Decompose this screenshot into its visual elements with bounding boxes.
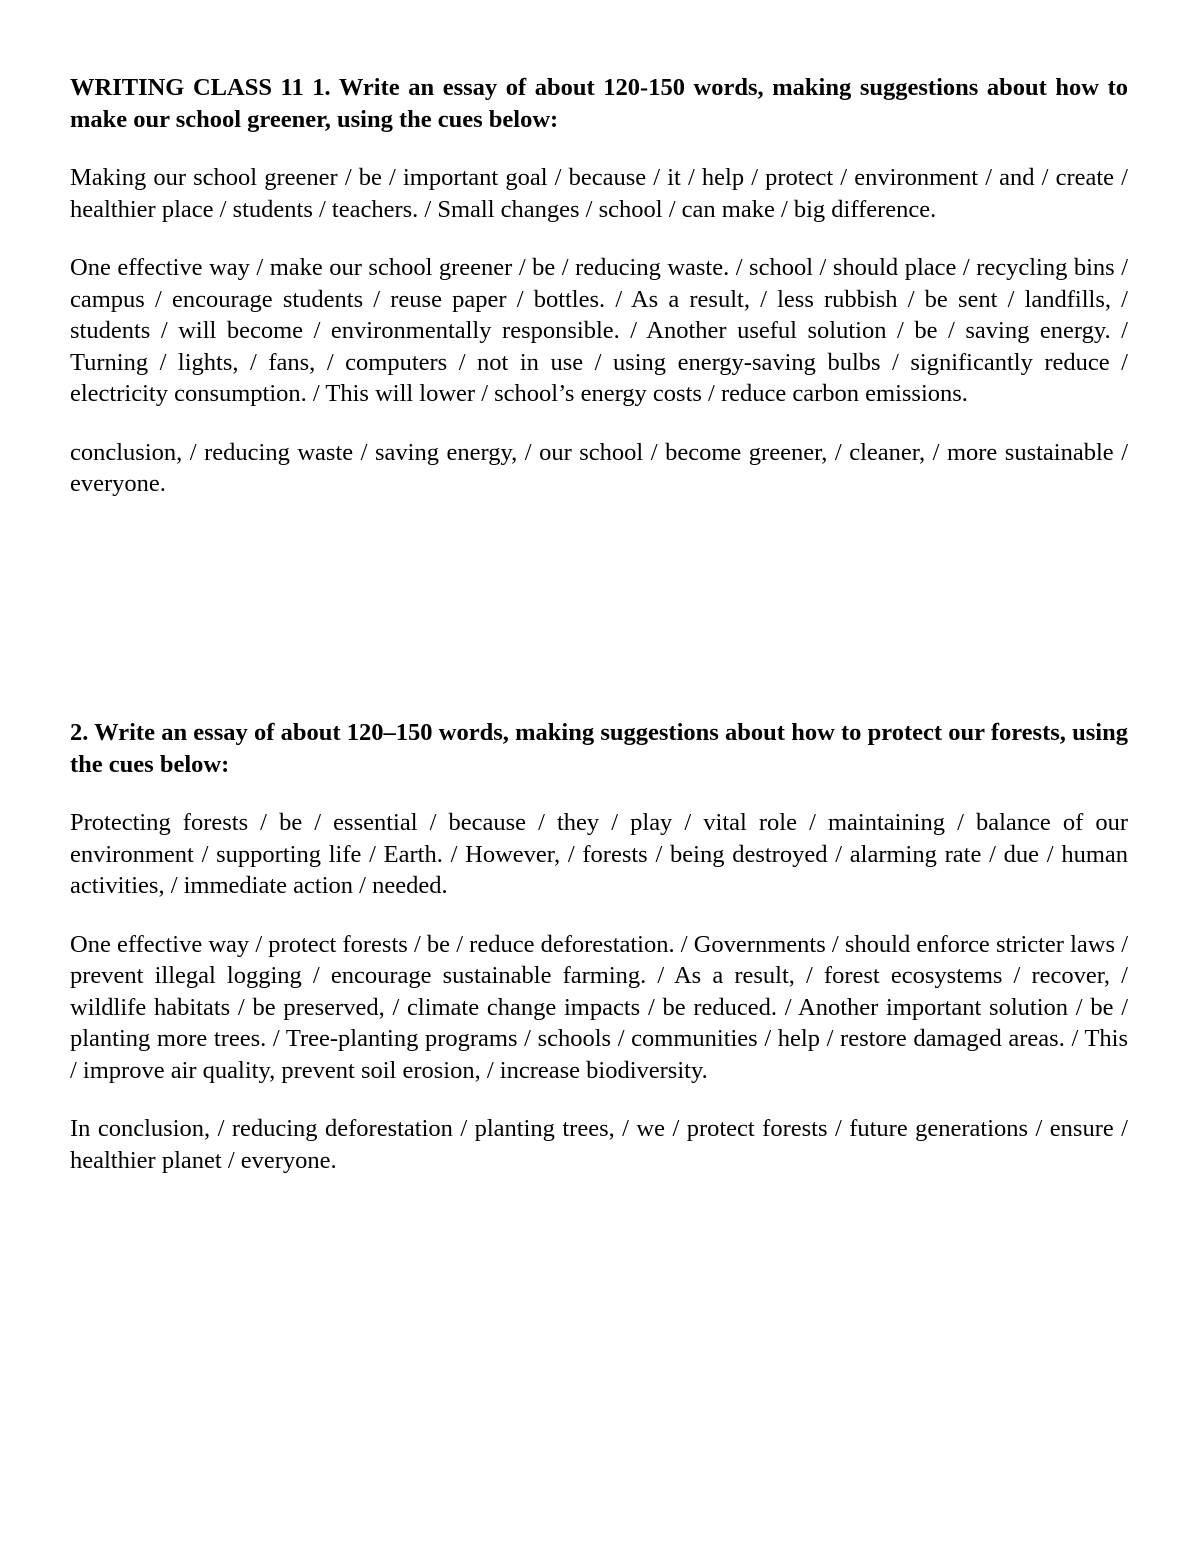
section-2-paragraph-conclusion: In conclusion, / reducing deforestation / planting trees, / we / protect forests / future generations / ensure / healthier planet / everyone. xyxy=(70,1115,1128,1174)
section-2-paragraph-intro: Protecting forests / be / essential / because / they / play / vital role / maintaining / balance of our environment / supporting life / Earth. / However, / forests / being destroyed / alarming rate / due / human activities, / immediate action / needed. xyxy=(70,809,1128,899)
section-1-paragraph-conclusion: conclusion, / reducing waste / saving energy, / our school / become greener, / cleaner, / more sustainable / everyone. xyxy=(70,438,1128,497)
section-2-paragraph-body: One effective way / protect forests / be / reduce deforestation. / Governments / should enforce stricter laws / prevent illegal logging / encourage sustainable farming. / As a result, / forest ecosystems / recover, / wildlife habitats / be preserved, / climate change impacts / be reduced. / Another important solution / be / planting more trees. / Tree-planting programs / schools / communities / help / restore damaged areas. / This / improve air quality, prevent soil erosion, / increase biodiversity. xyxy=(70,930,1128,1084)
section-2 xyxy=(70,717,1128,1203)
section-1 xyxy=(70,72,1128,527)
section-1-paragraph-body: One effective way / make our school greener / be / reducing waste. / school / should place / recycling bins / campus / encourage students / reuse paper / bottles. / As a result, / less rubbish / be sent / landfills, / students / will become / environmentally responsible. / Another useful solution / be / saving energy. / Turning / lights, / fans, / computers / not in use / using energy-saving bulbs / significantly reduce / electricity consumption. / This will lower / school’s energy costs / reduce carbon emissions. xyxy=(70,254,1128,407)
section-1-paragraph-intro: Making our school greener / be / important goal / because / it / help / protect / environment / and / create / healthier place / students / teachers. / Small changes / school / can make / big difference. xyxy=(70,164,1128,223)
section-1-heading: WRITING CLASS 11 1. Write an essay of about 120-150 words, making suggestions about how to make our school greener, using the cues below: xyxy=(70,74,1128,133)
section-2-heading: 2. Write an essay of about 120–150 words, making suggestions about how to protect our forests, using the cues below: xyxy=(70,719,1128,778)
